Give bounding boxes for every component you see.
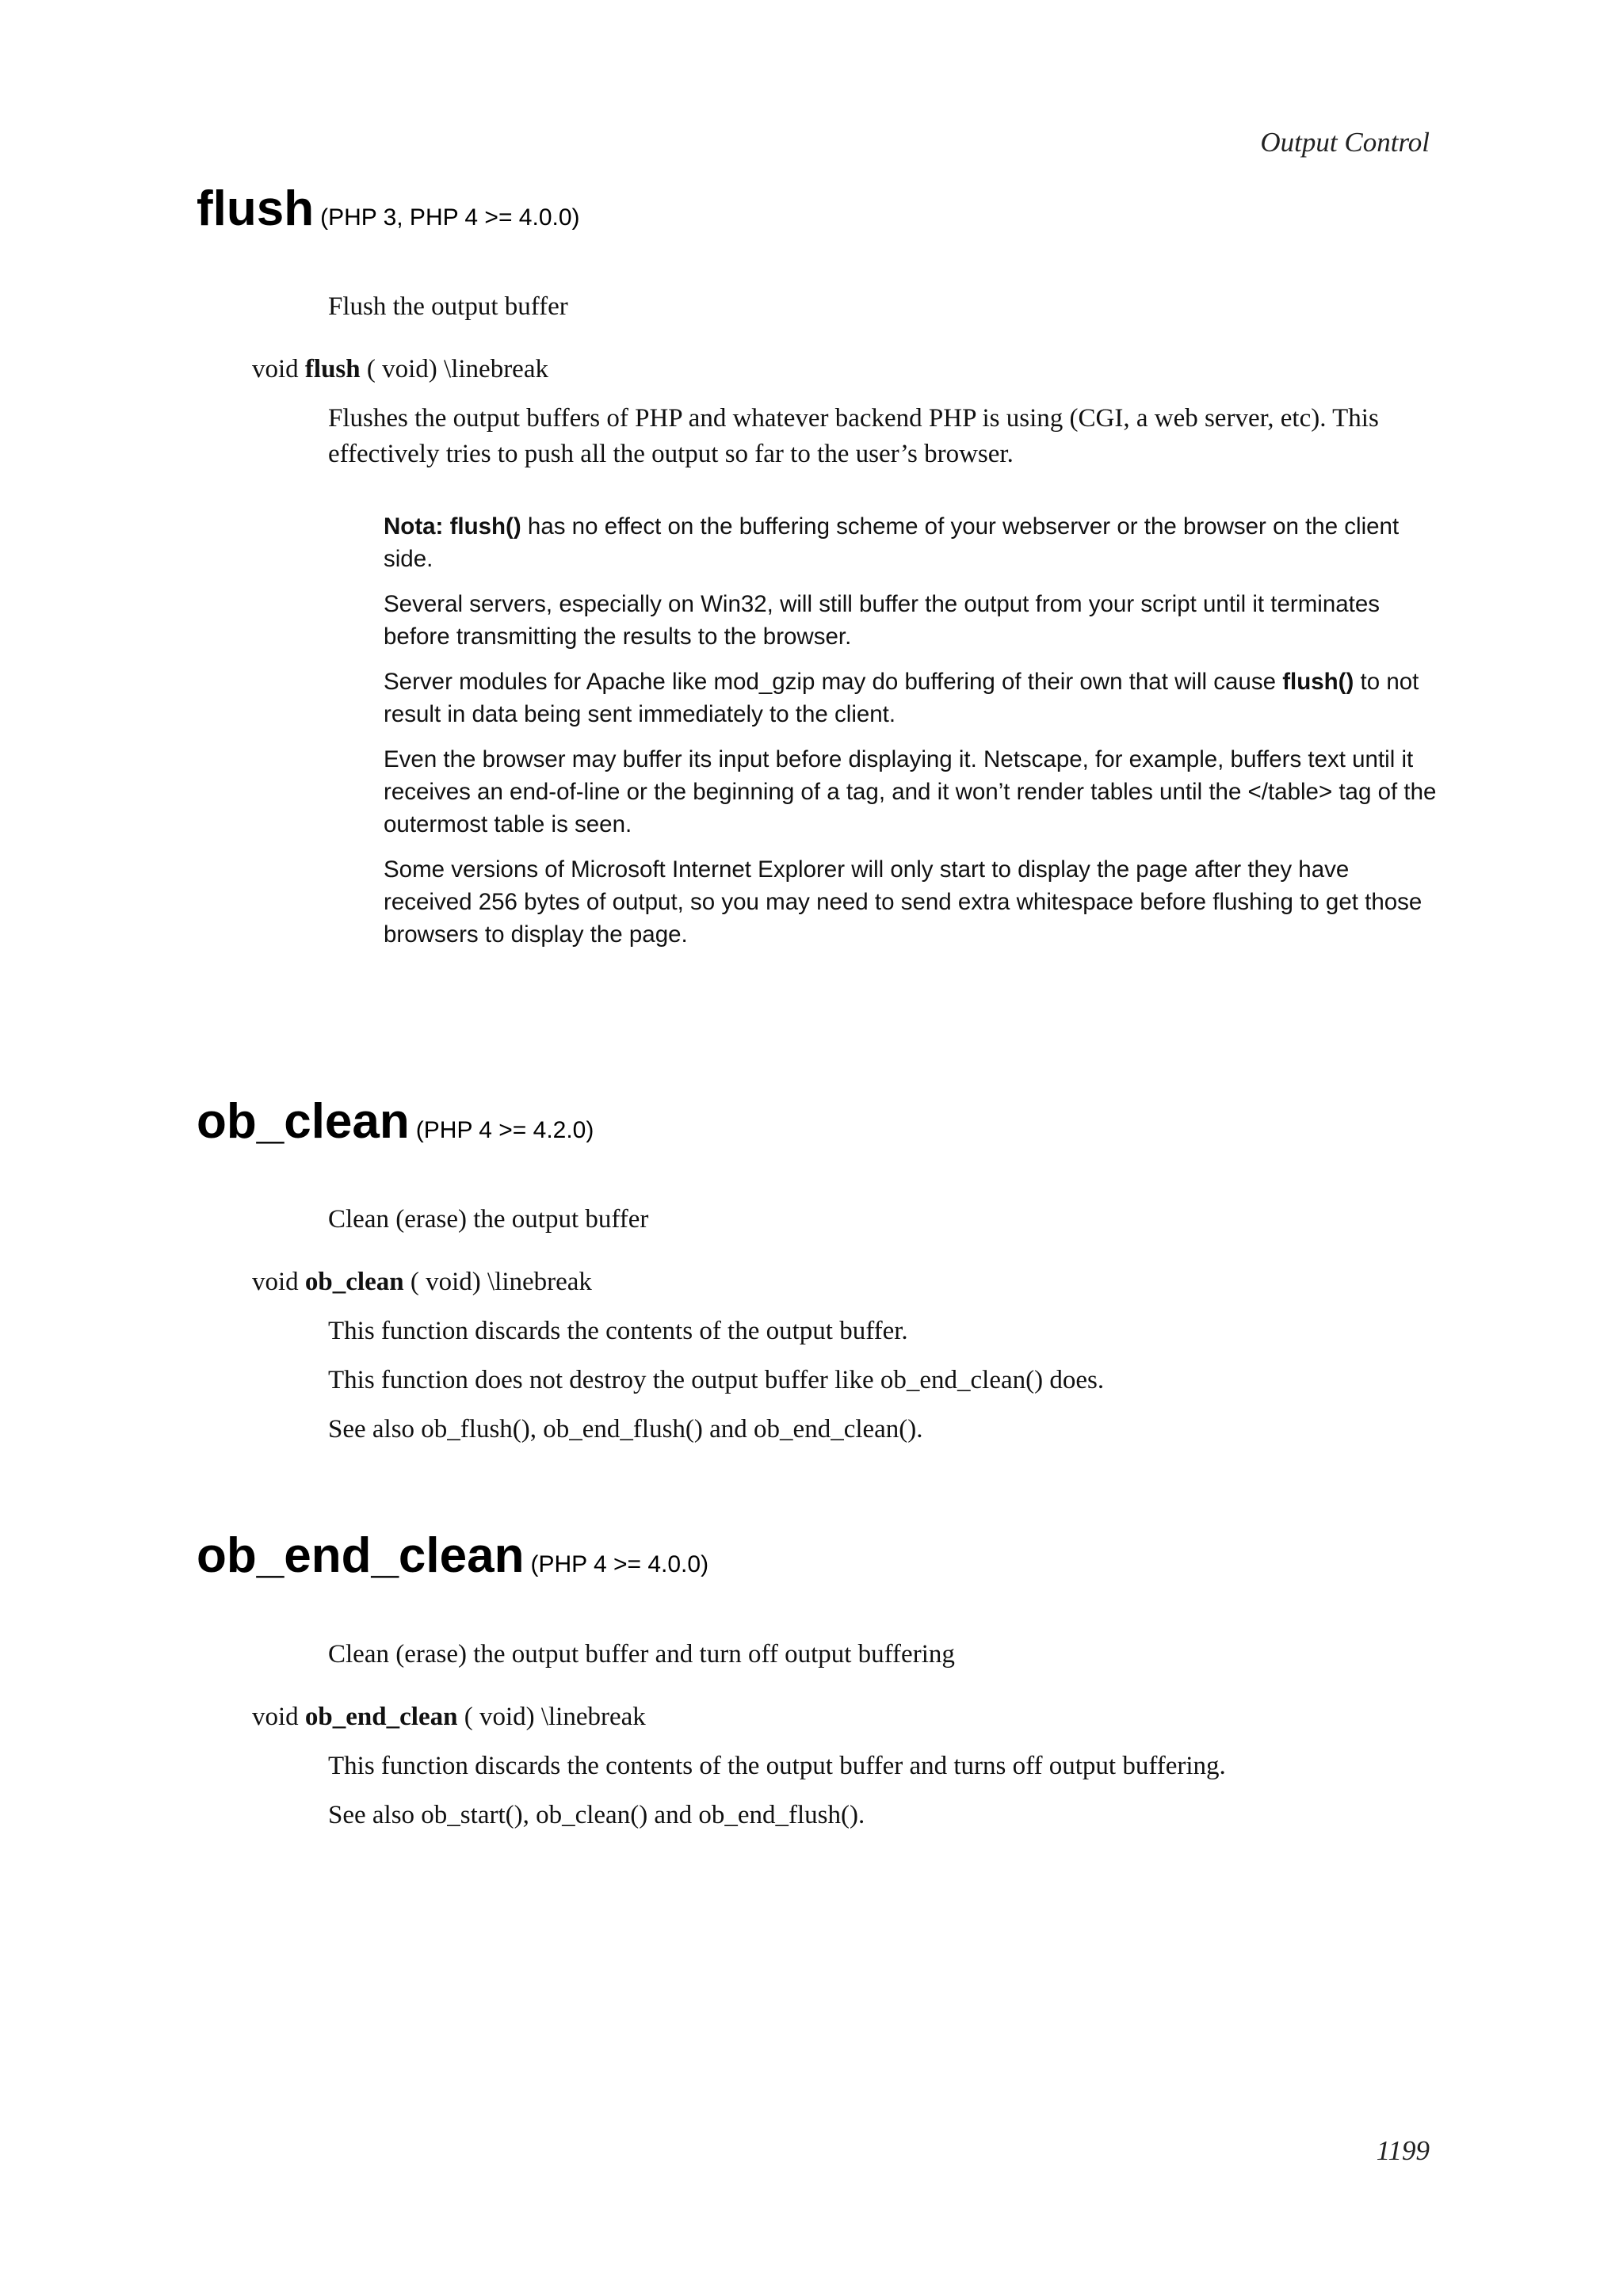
function-name: ob_clean — [197, 1094, 410, 1149]
description-paragraph: This function discards the contents of the output buffer and turns off output buffering. — [328, 1752, 1226, 1780]
synopsis-function-name: ob_clean — [304, 1268, 404, 1296]
note-function: flush() — [449, 513, 521, 540]
synopsis-function-name: flush — [304, 355, 361, 383]
synopsis-args: ( void) \linebreak — [410, 1268, 592, 1296]
description-paragraph: See also ob_start(), ob_clean() and ob_end_flush(). — [328, 1801, 865, 1829]
function-heading-ob-end-clean — [197, 1527, 708, 1584]
synopsis-function-name: ob_end_clean — [304, 1703, 458, 1731]
function-heading-ob-clean — [197, 1093, 594, 1150]
description-paragraph: See also ob_flush(), ob_end_flush() and ob_end_clean(). — [328, 1415, 923, 1444]
function-name: flush — [197, 181, 315, 236]
function-synopsis — [252, 352, 548, 387]
function-heading-flush — [197, 181, 580, 237]
note-paragraph: Even the browser may buffer its input before displaying it. Netscape, for example, buffers text until it receives an end-of-line or the beginning of a tag, and it won’t render tables until the </table> tag of the outermost table is seen. — [384, 746, 1437, 837]
synopsis-args: ( void) \linebreak — [366, 355, 548, 383]
function-purpose: Clean (erase) the output buffer — [328, 1205, 649, 1234]
function-version: (PHP 3, PHP 4 >= 4.0.0) — [320, 204, 580, 231]
function-version: (PHP 4 >= 4.2.0) — [415, 1117, 594, 1143]
function-purpose: Clean (erase) the output buffer and turn off output buffering — [328, 1640, 955, 1669]
description-paragraph: Flushes the output buffers of PHP and whatever backend PHP is using (CGI, a web server, etc). This effectively tries to push all the output so far to the user’s browser. — [328, 404, 1379, 468]
function-purpose: Flush the output buffer — [328, 292, 568, 321]
note-block — [384, 510, 1438, 963]
description-paragraph: This function does not destroy the output buffer like ob_end_clean() does. — [328, 1366, 1105, 1394]
return-type: void — [252, 355, 299, 383]
return-type: void — [252, 1703, 299, 1731]
return-type: void — [252, 1268, 299, 1296]
synopsis-args: ( void) \linebreak — [464, 1703, 646, 1731]
function-synopsis — [252, 1264, 592, 1300]
function-version: (PHP 4 >= 4.0.0) — [530, 1551, 709, 1577]
running-header: Output Control — [1260, 127, 1430, 158]
note-paragraph: Server modules for Apache like mod_gzip may do buffering of their own that will cause flush() to not result in data being sent immediately to the client. — [384, 669, 1419, 727]
function-name: ob_end_clean — [197, 1528, 525, 1583]
note-paragraph: Nota: flush() has no effect on the buffering scheme of your webserver or the browser on the client side. — [384, 513, 1400, 572]
description-paragraph: This function discards the contents of the output buffer. — [328, 1317, 908, 1345]
note-function: flush() — [1282, 669, 1354, 695]
function-synopsis — [252, 1699, 646, 1735]
page-number: 1199 — [1376, 2135, 1430, 2166]
note-paragraph: Several servers, especially on Win32, will still buffer the output from your script until it terminates before transmitting the results to the browser. — [384, 591, 1380, 650]
note-label: Nota: — [384, 513, 444, 540]
note-paragraph: Some versions of Microsoft Internet Explorer will only start to display the page after they have received 256 bytes of output, so you may need to send extra whitespace before flushing to get those browsers to display the page. — [384, 856, 1423, 948]
